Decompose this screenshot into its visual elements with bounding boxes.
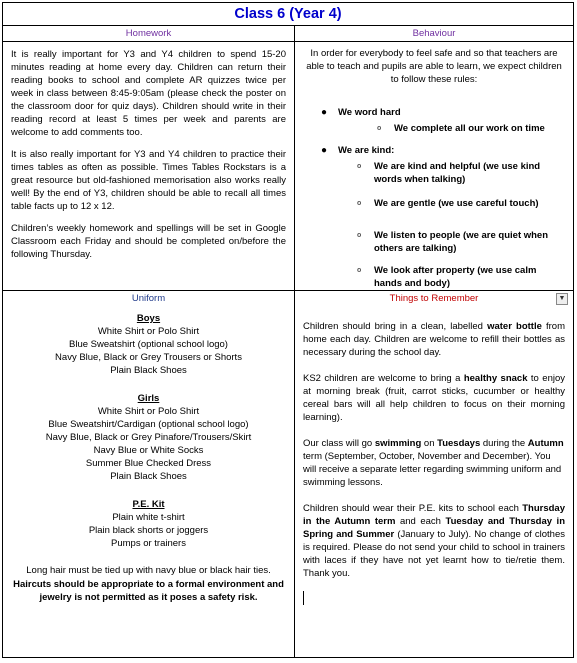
boys-item: Plain Black Shoes (110, 365, 187, 376)
girls-item: White Shirt or Polo Shirt (97, 406, 200, 417)
girls-item: Summer Blue Checked Dress (85, 458, 212, 469)
girls-item: Blue Sweatshirt/Cardigan (optional school logo) (48, 419, 249, 430)
pe-item: Pumps or trainers (111, 538, 186, 549)
sub-bullet-icon: o (357, 267, 362, 274)
rule-2-sub-1 (357, 160, 565, 186)
bullet-icon: ● (321, 107, 328, 118)
triangle-down-icon[interactable]: ▼ (556, 293, 568, 305)
behaviour-body (295, 42, 573, 290)
sub-bullet-icon: o (357, 232, 362, 239)
pe-kits-paragraph: Children should wear their P.E. kits to school each Thursday in the Autumn term and each Tuesday and Thursday in Spring and Summer (January to July). No change of clothes is required. Please do not send your child to school in trainers with laces if they have not yet learnt how to tie/retie them. Thank you. (303, 503, 565, 579)
swimming-paragraph: Our class will go swimming on Tuesdays during the Autumn term (September, October, November and December). You will receive a separate letter regarding swimming uniform and swimming lessons. (303, 438, 564, 488)
uniform-body (3, 306, 294, 604)
rule-2-sub-4-text: We look after property (we use calm hands and body) (374, 265, 537, 289)
homework-paragraph-3: Children’s weekly homework and spellings will be set in Google Classroom each Friday and should be completed on/before the following Thursday. (11, 223, 286, 260)
rule-2-sub-2-text: We are gentle (we use careful touch) (374, 198, 539, 209)
rule-2 (321, 144, 565, 290)
rule-2-sub-3-text: We listen to people (we are quiet when others are talking) (374, 230, 549, 254)
text-cursor[interactable] (303, 591, 565, 609)
sub-bullet-icon: o (357, 163, 362, 170)
behaviour-header: Behaviour (295, 26, 573, 42)
haircut-note: Haircuts should be appropriate to a formal environment and jewelry is not permitted as it poses a safety risk. (13, 579, 284, 603)
homework-paragraph-2: It is also really important for Y3 and Y4 children to practice their times tables as often as possible. Times Tables Rockstars is a great resource but old-fashioned memorisation also works really well! By the end of Y3, children should be able to recall all times table facts up to 12 x 12. (11, 149, 286, 212)
pe-kit-heading: P.E. Kit (132, 499, 165, 510)
rule-2-sub-3 (357, 229, 565, 255)
title-cell (3, 3, 574, 26)
girls-item: Navy Blue or White Socks (93, 445, 204, 456)
rule-1-sub-text: We complete all our work on time (394, 123, 545, 134)
sub-bullet-icon: o (357, 200, 362, 207)
homework-paragraph-1: It is really important for Y3 and Y4 children to spend 15-20 minutes reading at home every day. Children can return their reading books to school and complete AR quizzes twice per week in class between 8:45-9:05am (please check the poster on the classroom door for quiz days). Children should write in their reading record at least 5 times per week and parents are welcome to add comments too. (11, 49, 286, 138)
behaviour-cell[interactable] (295, 26, 574, 291)
hair-note: Long hair must be tied up with navy blue or black hair ties. (26, 565, 271, 576)
healthy-snack-paragraph: KS2 children are welcome to bring a healthy snack to enjoy at morning break (fruit, carrot sticks, cucumber or healthy cereal bars will all help children to focus on their morning learning). (303, 373, 565, 423)
boys-heading: Boys (136, 313, 161, 324)
girls-item: Navy Blue, Black or Grey Pinafore/Trousers/Skirt (45, 432, 252, 443)
rule-1-text: We word hard (338, 107, 401, 118)
pe-item: Plain black shorts or joggers (88, 525, 209, 536)
girls-item: Plain Black Shoes (110, 471, 187, 482)
behaviour-intro: In order for everybody to feel safe and so that teachers are able to teach and pupils are able to learn, we expect children to follow these rules: (306, 48, 562, 85)
sub-bullet-icon: o (377, 125, 382, 132)
boys-item: White Shirt or Polo Shirt (97, 326, 200, 337)
rule-2-sub-2 (357, 197, 565, 210)
pe-item: Plain white t-shirt (112, 512, 185, 523)
boys-item: Blue Sweatshirt (optional school logo) (69, 339, 228, 350)
things-header: Things to Remember (389, 293, 479, 304)
water-bottle-paragraph: Children should bring in a clean, labelled water bottle from home each day. Children are welcome to refill their bottles as necessary during the school day. (303, 321, 566, 358)
boys-item: Navy Blue, Black or Grey Trousers or Shorts (55, 352, 242, 363)
things-body (295, 306, 573, 609)
rule-1 (321, 106, 565, 135)
homework-header: Homework (3, 26, 294, 42)
info-table (2, 2, 574, 658)
rule-2-text: We are kind: (338, 145, 395, 156)
things-header-row (295, 291, 573, 306)
girls-heading: Girls (137, 393, 160, 404)
homework-body (3, 42, 294, 261)
things-to-remember-cell[interactable] (295, 291, 574, 658)
rule-2-sub-4 (357, 264, 565, 290)
bullet-icon: ● (321, 145, 328, 156)
page-title: Class 6 (Year 4) (234, 6, 342, 22)
homework-cell[interactable] (3, 26, 295, 291)
uniform-header: Uniform (131, 293, 166, 304)
rule-2-sub-1-text: We are kind and helpful (we use kind words when talking) (374, 161, 541, 185)
uniform-cell[interactable] (3, 291, 295, 658)
rule-1-sub (377, 122, 565, 135)
